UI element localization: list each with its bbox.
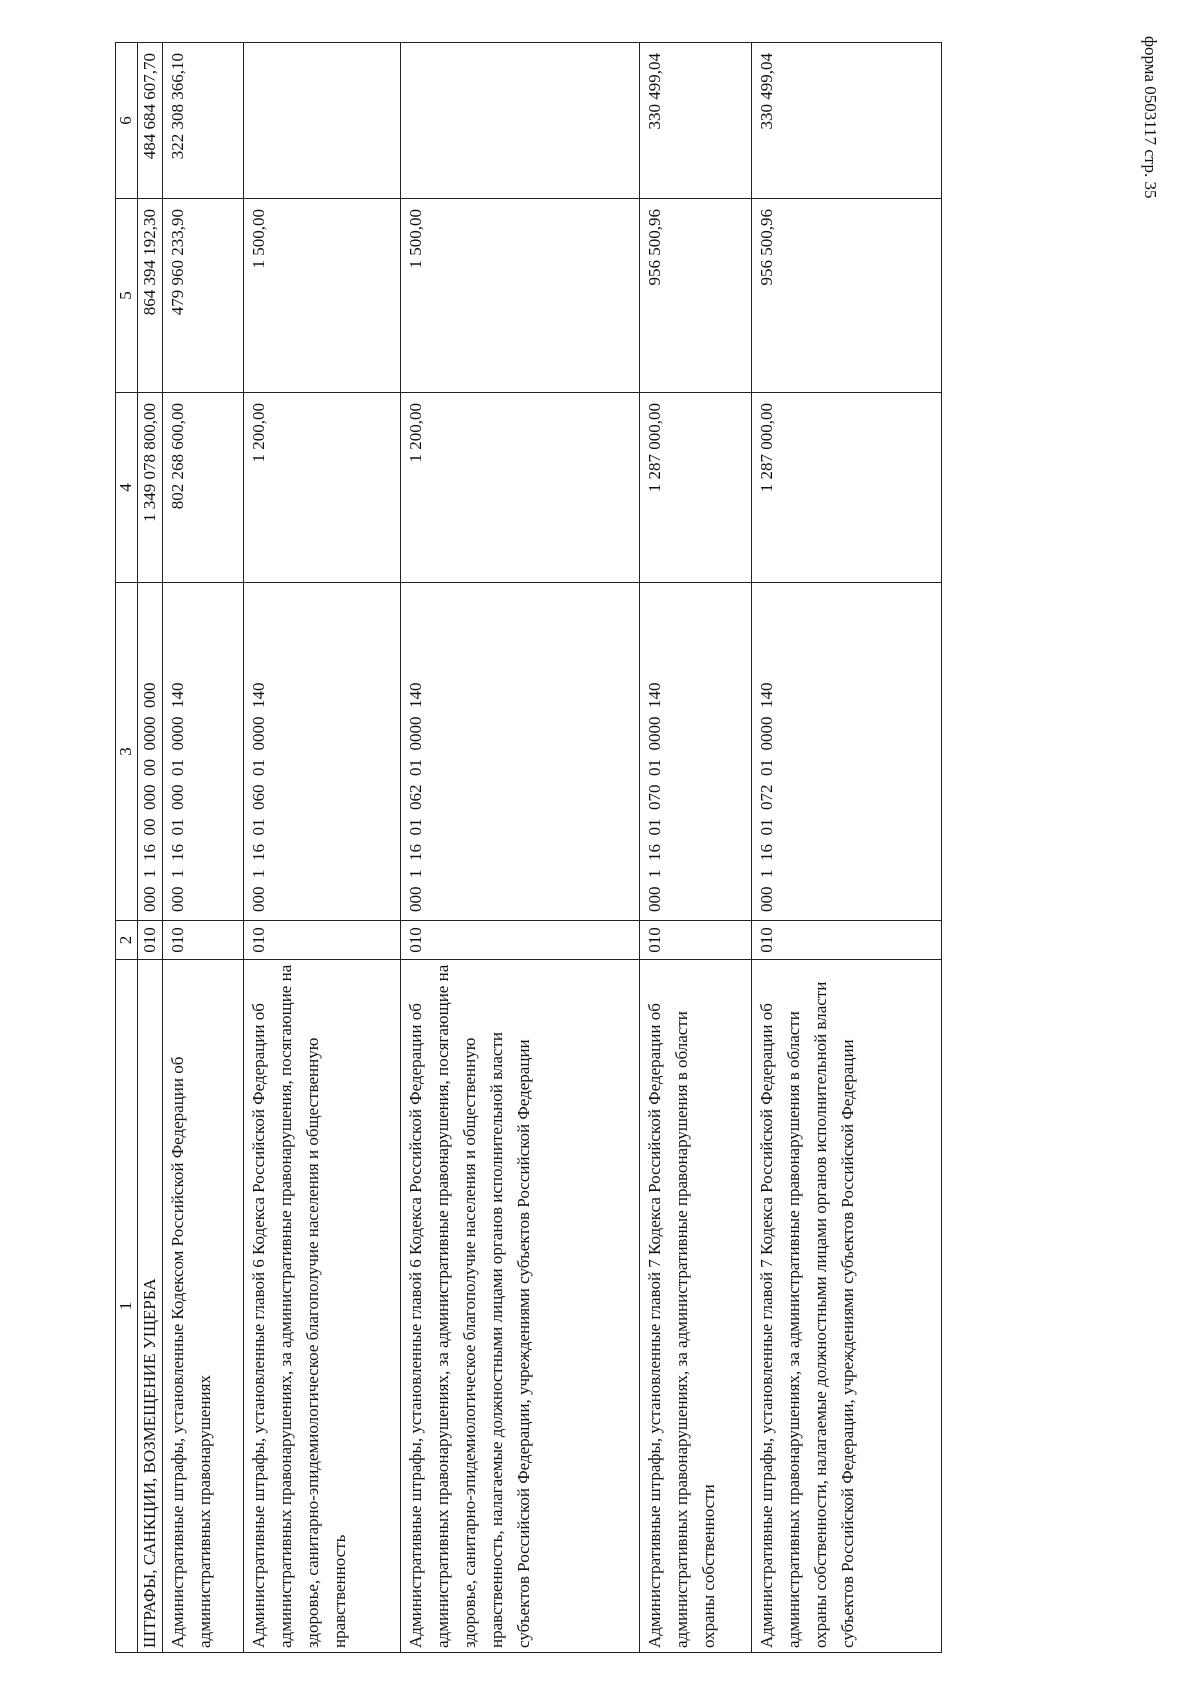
row-line-code: 010 (640, 921, 752, 960)
row-budget-code: 000 1 16 01 060 01 0000 140 (244, 583, 401, 921)
form-page-label: форма 0503117 стр. 35 (1141, 36, 1160, 199)
row-approved: 1 200,00 (401, 393, 640, 583)
row-approved: 1 287 000,00 (752, 393, 942, 583)
table-row (244, 43, 401, 1653)
row-unexecuted: 484 684 607,70 (138, 43, 163, 199)
row-budget-code: 000 1 16 01 070 01 0000 140 (640, 583, 752, 921)
row-name: Административные штрафы, установленные главой 7 Кодекса Российской Федерации об административных правонарушениях, за административные правонарушения в области охраны собственности, налагаемые должностными лицами органов исполнительной власти субъектов Российской Федерации, учреждениями субъектов Российской Федерации (752, 960, 942, 1653)
row-name: Административные штрафы, установленные главой 7 Кодекса Российской Федерации об административных правонарушениях, за административные правонарушения в области охраны собственности (640, 960, 752, 1653)
row-line-code: 010 (401, 921, 640, 960)
row-unexecuted: 322 308 366,10 (163, 43, 244, 199)
row-name: Административные штрафы, установленные главой 6 Кодекса Российской Федерации об административных правонарушениях, за административные правонарушения, посягающие на здоровье, санитарно-эпидемиологическое благополучие населения и общественную нравственность (244, 960, 401, 1653)
row-unexecuted (244, 43, 401, 199)
row-line-code: 010 (138, 921, 163, 960)
column-header-6: 6 (116, 43, 138, 199)
row-executed: 1 500,00 (401, 199, 640, 393)
row-unexecuted (401, 43, 640, 199)
column-header-2: 2 (116, 921, 138, 960)
row-budget-code: 000 1 16 01 000 01 0000 140 (163, 583, 244, 921)
row-approved: 802 268 600,00 (163, 393, 244, 583)
row-executed: 1 500,00 (244, 199, 401, 393)
table-row (401, 43, 640, 1653)
row-approved: 1 349 078 800,00 (138, 393, 163, 583)
table-row (752, 43, 942, 1653)
column-number-header-row (116, 43, 138, 1653)
row-approved: 1 287 000,00 (640, 393, 752, 583)
table-row (163, 43, 244, 1653)
row-unexecuted: 330 499,04 (640, 43, 752, 199)
row-executed: 864 394 192,30 (138, 199, 163, 393)
row-line-code: 010 (752, 921, 942, 960)
column-header-3: 3 (116, 583, 138, 921)
report-table-container (115, 43, 1028, 1653)
row-executed: 956 500,96 (640, 199, 752, 393)
row-executed: 956 500,96 (752, 199, 942, 393)
row-unexecuted: 330 499,04 (752, 43, 942, 199)
row-line-code: 010 (163, 921, 244, 960)
row-name: Административные штрафы, установленные Кодексом Российской Федерации об административных правонарушениях (163, 960, 244, 1653)
row-executed: 479 960 233,90 (163, 199, 244, 393)
row-name: ШТРАФЫ, САНКЦИИ, ВОЗМЕЩЕНИЕ УЩЕРБА (138, 960, 163, 1653)
column-header-1: 1 (116, 960, 138, 1653)
row-budget-code: 000 1 16 00 000 00 0000 000 (138, 583, 163, 921)
row-approved: 1 200,00 (244, 393, 401, 583)
row-line-code: 010 (244, 921, 401, 960)
row-budget-code: 000 1 16 01 062 01 0000 140 (401, 583, 640, 921)
column-header-4: 4 (116, 393, 138, 583)
table-row (138, 43, 163, 1653)
column-header-5: 5 (116, 199, 138, 393)
row-budget-code: 000 1 16 01 072 01 0000 140 (752, 583, 942, 921)
table-row (640, 43, 752, 1653)
income-report-table (115, 42, 942, 1653)
row-name: Административные штрафы, установленные главой 6 Кодекса Российской Федерации об административных правонарушениях, за административные правонарушения, посягающие на здоровье, санитарно-эпидемиологическое благополучие населения и общественную нравственность, налагаемые должностными лицами органов исполнительной власти субъектов Российской Федерации, учреждениями субъектов Российской Федерации (401, 960, 640, 1653)
